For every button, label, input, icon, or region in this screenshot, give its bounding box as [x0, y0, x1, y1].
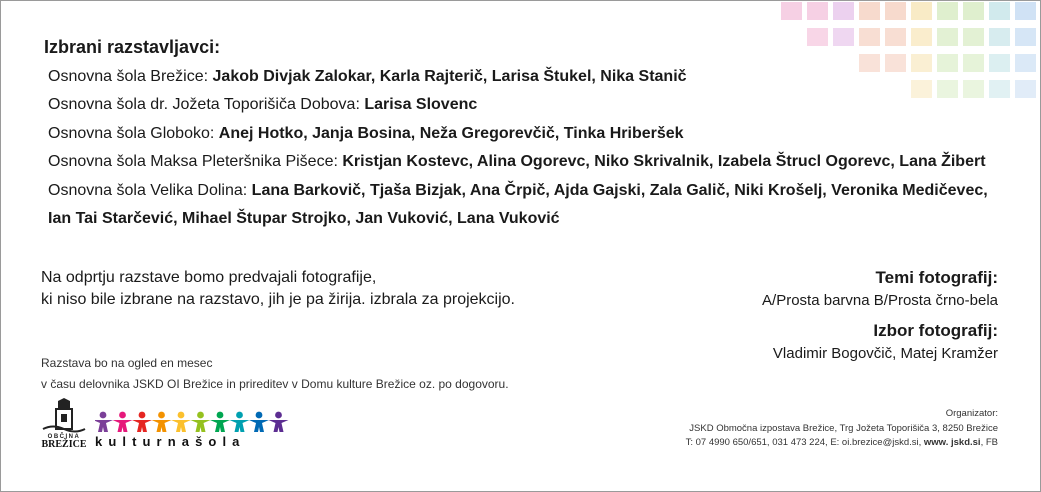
- child-figure-icon: [249, 412, 269, 432]
- mosaic-tile: [963, 28, 984, 46]
- child-figure-icon: [113, 412, 133, 432]
- school-name: Osnovna šola Velika Dolina:: [48, 182, 252, 199]
- mosaic-tile: [781, 2, 802, 20]
- mosaic-tile: [859, 54, 880, 72]
- child-figure-icon: [171, 412, 191, 432]
- child-figure-icon: [152, 412, 172, 432]
- mosaic-tile: [963, 80, 984, 98]
- organizer-address: JSKD Območna izpostava Brežice, Trg Jožeta Toporišiča 3, 8250 Brežice: [689, 422, 998, 434]
- mosaic-tile: [989, 28, 1010, 46]
- exhibition-info: [41, 353, 509, 395]
- school-line-brezice: [48, 68, 687, 86]
- organizer-label: Organizator:: [945, 408, 998, 419]
- selection-block: [773, 321, 998, 362]
- selection-title: Izbor fotografij:: [873, 321, 998, 340]
- child-figure-icon: [191, 412, 211, 432]
- mosaic-tile: [937, 28, 958, 46]
- exhibition-line-2: v času delovnika JSKD OI Brežice in prireditev v Domu kulture Brežice oz. po dogovoru.: [41, 377, 509, 391]
- mosaic-tile: [885, 28, 906, 46]
- child-figure-icon: [95, 412, 113, 432]
- mosaic-tile: [937, 54, 958, 72]
- mosaic-tile: [937, 2, 958, 20]
- mosaic-tile: [1015, 54, 1036, 72]
- children-figures: [95, 411, 299, 433]
- mosaic-tile: [963, 2, 984, 20]
- student-names: Ian Tai Starčević, Mihael Štupar Strojko, Jan Vuković, Lana Vuković: [48, 210, 560, 227]
- student-names: Lana Barkovič, Tjaša Bizjak, Ana Črpič, Ajda Gajski, Zala Galič, Niki Krošelj, Veronika Medičevec,: [251, 182, 988, 199]
- selection-value: Vladimir Bogovčič, Matej Kramžer: [772, 345, 998, 362]
- mosaic-tile: [807, 28, 828, 46]
- child-figure-icon: [132, 412, 152, 432]
- mosaic-tile: [859, 28, 880, 46]
- mosaic-tile: [911, 80, 932, 98]
- school-line-dobova: [48, 96, 477, 114]
- organizer-info: [686, 407, 998, 451]
- mosaic-tile: [911, 2, 932, 20]
- student-names: Kristjan Kostevc, Alina Ogorevc, Niko Skrivalnik, Izabela Štrucl Ogorevc, Lana Žibert: [342, 153, 986, 170]
- themes-title: Temi fotografij:: [875, 268, 998, 287]
- school-name: Osnovna šola dr. Jožeta Toporišiča Dobova:: [48, 96, 365, 113]
- child-figure-icon: [230, 412, 250, 432]
- mosaic-tile: [859, 2, 880, 20]
- mosaic-tile: [833, 2, 854, 20]
- logo-obcina-text: OBČINA: [47, 434, 81, 440]
- student-names: Larisa Slovenc: [364, 96, 478, 113]
- mosaic-tile: [1015, 28, 1036, 46]
- themes-value: A/Prosta barvna B/Prosta črno-bela: [762, 292, 998, 309]
- website-link[interactable]: www. jskd.si: [923, 437, 981, 448]
- mosaic-tile: [937, 80, 958, 98]
- mosaic-tile: [807, 2, 828, 20]
- mosaic-tile: [833, 28, 854, 46]
- mosaic-tile: [1015, 80, 1036, 98]
- school-line-velika-dolina-cont: [48, 210, 560, 228]
- note-line-2: ki niso bile izbrane na razstavo, jih je pa žirija. izbrala za projekcijo.: [41, 291, 515, 308]
- color-mosaic-decoration: [780, 1, 1040, 131]
- mosaic-tile: [1015, 2, 1036, 20]
- kulturna-sola-text: kulturnašola: [95, 434, 246, 449]
- school-line-velika-dolina: [48, 182, 988, 200]
- child-figure-icon: [269, 412, 289, 432]
- organizer-contact: T: 07 4990 650/651, 031 473 224, E: oi.brezice@jskd.si, www. jskd.si, FB: [685, 437, 998, 448]
- mosaic-tile: [911, 54, 932, 72]
- obcina-brezice-logo: [41, 397, 87, 449]
- mosaic-tile: [989, 54, 1010, 72]
- school-line-globoko: [48, 125, 684, 143]
- student-names: Anej Hotko, Janja Bosina, Neža Gregorevčič, Tinka Hriberšek: [218, 125, 684, 142]
- mosaic-tile: [989, 2, 1010, 20]
- exhibition-line-1: Razstava bo na ogled en mesec: [41, 356, 213, 370]
- school-line-pisece: [48, 153, 986, 171]
- logo-brezice-text: BREŽICE: [41, 439, 87, 449]
- kulturna-sola-logo: [95, 411, 299, 453]
- student-names: Jakob Divjak Zalokar, Karla Rajterič, Larisa Štukel, Nika Stanič: [212, 68, 687, 85]
- projection-note: [41, 267, 515, 311]
- mosaic-tile: [885, 54, 906, 72]
- child-figure-icon: [210, 412, 230, 432]
- mosaic-tile: [885, 2, 906, 20]
- mosaic-tile: [911, 28, 932, 46]
- mosaic-tile: [989, 80, 1010, 98]
- themes-block: [762, 268, 998, 309]
- school-name: Osnovna šola Maksa Pleteršnika Pišece:: [48, 153, 343, 170]
- mosaic-tile: [963, 54, 984, 72]
- school-name: Osnovna šola Brežice:: [48, 68, 213, 85]
- note-line-1: Na odprtju razstave bomo predvajali fotografije,: [41, 269, 377, 286]
- school-name: Osnovna šola Globoko:: [48, 125, 219, 142]
- selected-exhibitors-heading: Izbrani razstavljavci:: [44, 37, 221, 57]
